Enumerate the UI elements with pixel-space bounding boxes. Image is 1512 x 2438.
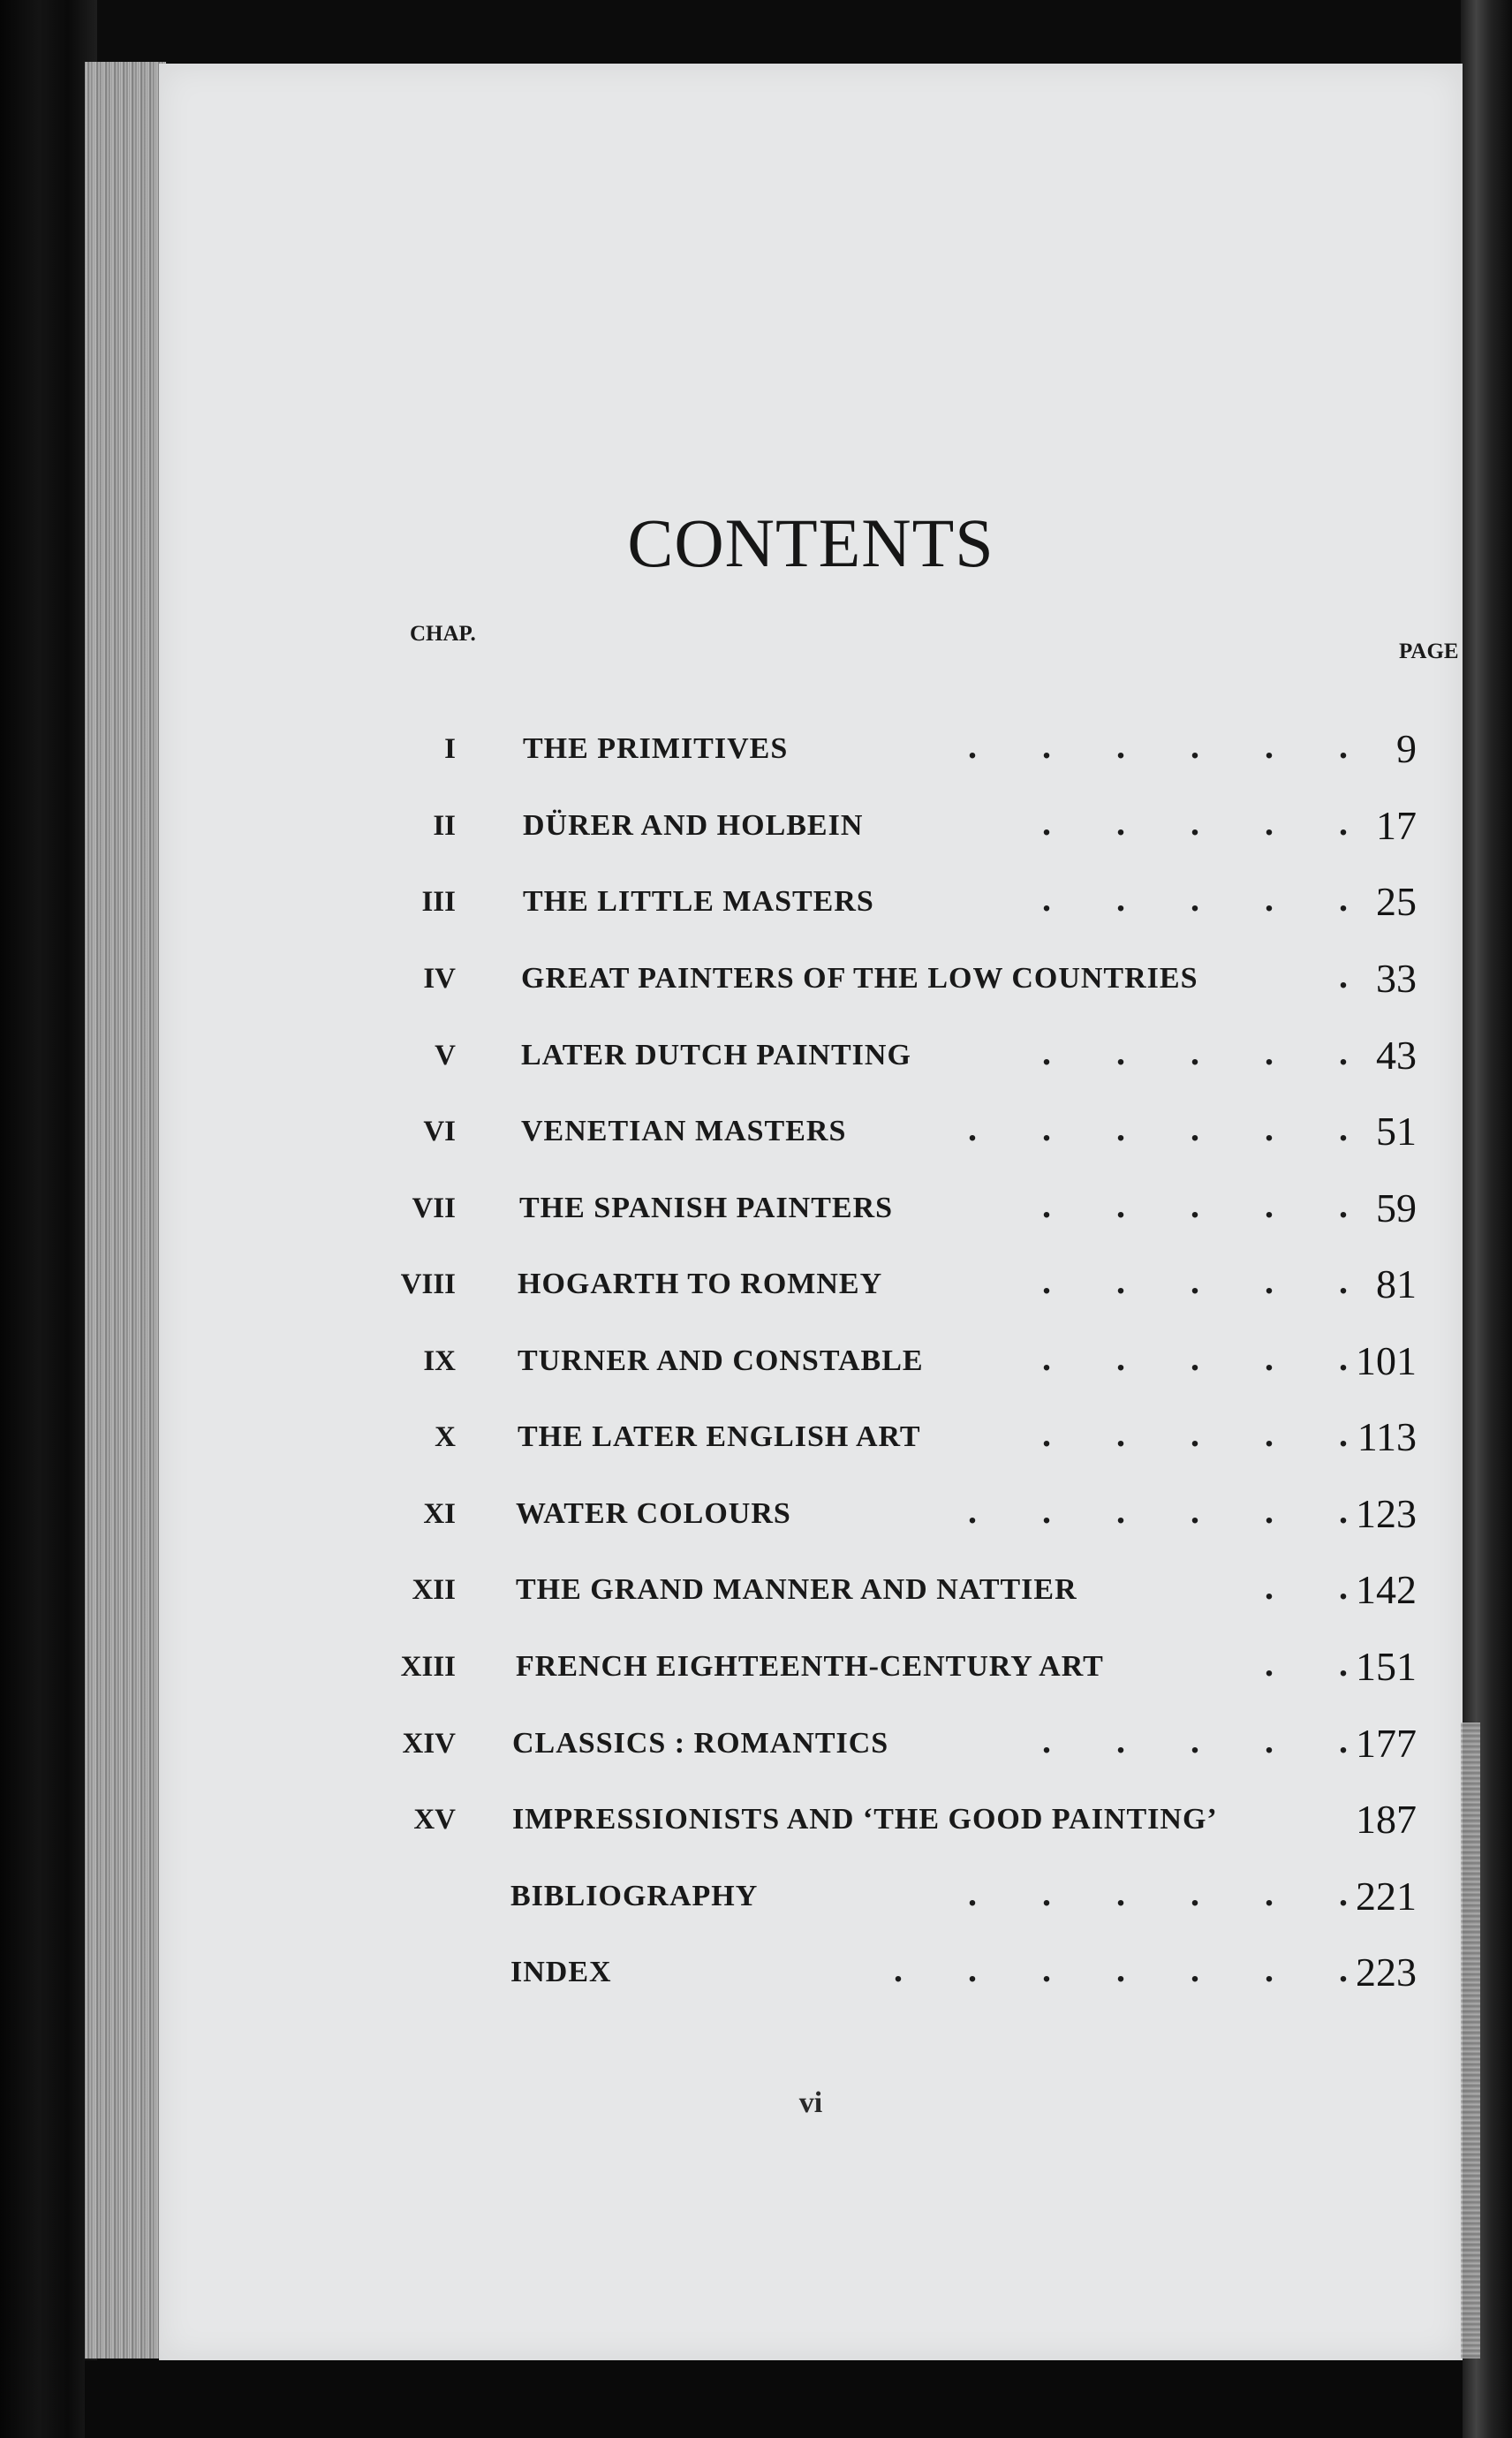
contents-entry — [159, 1865, 1463, 1928]
chapter-title: VENETIAN MASTERS — [521, 1115, 847, 1147]
chapter-number: V — [435, 1040, 456, 1071]
contents-entry — [159, 1024, 1463, 1087]
leader-dots: . . . . . . . — [894, 1950, 1348, 1989]
chapter-number: XIV — [402, 1728, 456, 1760]
chapter-title: THE SPANISH PAINTERS — [519, 1192, 894, 1224]
chapter-number: I — [444, 733, 456, 765]
book-page — [159, 64, 1463, 2360]
page-number: 123 — [1356, 1491, 1417, 1536]
contents-list — [159, 64, 1463, 2360]
contents-entry — [159, 1712, 1463, 1776]
page-number: 25 — [1376, 879, 1417, 924]
chapter-title: FRENCH EIGHTEENTH-CENTURY ART — [516, 1650, 1104, 1683]
page-number: 9 — [1396, 726, 1417, 771]
leader-dots: . . . . . . — [968, 726, 1348, 766]
chapter-number: VIII — [400, 1268, 456, 1300]
chapter-number: VII — [412, 1192, 456, 1224]
chapter-number: III — [421, 886, 456, 918]
page-number: 17 — [1376, 803, 1417, 848]
chapter-number: IX — [423, 1345, 456, 1377]
scan-bottom-margin — [85, 2360, 1463, 2438]
leader-dots: . . . . . — [1042, 1338, 1348, 1378]
page-folio: vi — [798, 2086, 823, 2119]
contents-entry — [159, 1482, 1463, 1546]
leader-dots: . — [1339, 956, 1348, 996]
page-number: 223 — [1356, 1950, 1417, 1995]
page-number: 33 — [1376, 956, 1417, 1001]
chapter-number: XI — [423, 1498, 456, 1530]
contents-entry — [159, 1177, 1463, 1240]
page-number: 177 — [1356, 1721, 1417, 1766]
contents-heading: CONTENTS — [627, 504, 994, 581]
chapter-column-label: CHAP. — [410, 622, 476, 646]
chapter-title: HOGARTH TO ROMNEY — [518, 1268, 883, 1300]
leader-dots: . . . . . — [1042, 803, 1348, 843]
page-number: 59 — [1376, 1185, 1417, 1230]
leader-dots: . . . . . — [1042, 879, 1348, 919]
chapter-number: XV — [413, 1804, 456, 1836]
chapter-title: DÜRER AND HOLBEIN — [523, 809, 864, 842]
contents-entry — [159, 1100, 1463, 1163]
page-number: 43 — [1376, 1033, 1417, 1078]
page-number: 113 — [1357, 1414, 1417, 1459]
leader-dots: . . . . . — [1042, 1721, 1348, 1760]
contents-entry — [159, 1405, 1463, 1469]
contents-entry — [159, 870, 1463, 934]
chapter-title: THE GRAND MANNER AND NATTIER — [516, 1573, 1077, 1606]
contents-entry — [159, 1941, 1463, 2004]
page-number: 81 — [1376, 1261, 1417, 1306]
leader-dots: . . . . . . — [968, 1491, 1348, 1531]
page-number: 151 — [1356, 1644, 1417, 1689]
chapter-number: VI — [423, 1116, 456, 1147]
chapter-title: INDEX — [510, 1956, 612, 1988]
chapter-title: CLASSICS : ROMANTICS — [512, 1727, 889, 1760]
chapter-title: LATER DUTCH PAINTING — [521, 1039, 911, 1071]
leader-dots: . . . . . — [1042, 1261, 1348, 1301]
leader-dots: . . — [1265, 1567, 1348, 1607]
contents-entry — [159, 717, 1463, 781]
chapter-number: II — [433, 810, 456, 842]
page-number: 142 — [1356, 1567, 1417, 1612]
page-number: 51 — [1376, 1109, 1417, 1154]
contents-entry — [159, 1635, 1463, 1699]
page-edge-fore — [1461, 1722, 1480, 2358]
contents-entry — [159, 947, 1463, 1011]
leader-dots: . . . . . — [1042, 1414, 1348, 1454]
chapter-title: WATER COLOURS — [516, 1497, 791, 1530]
leader-dots: . . . . . — [1042, 1185, 1348, 1225]
contents-entry — [159, 1558, 1463, 1622]
chapter-title: BIBLIOGRAPHY — [510, 1880, 759, 1912]
chapter-title: TURNER AND CONSTABLE — [518, 1344, 924, 1377]
leader-dots: . . . . . . — [968, 1109, 1348, 1148]
chapter-title: THE LITTLE MASTERS — [523, 885, 874, 918]
page-column-label: PAGE — [1399, 640, 1459, 663]
chapter-title: IMPRESSIONISTS AND ‘THE GOOD PAINTING’ — [512, 1803, 1218, 1836]
page-number: 221 — [1356, 1874, 1417, 1919]
chapter-title: THE LATER ENGLISH ART — [518, 1420, 921, 1453]
page-number: 187 — [1356, 1797, 1417, 1842]
chapter-number: X — [435, 1421, 456, 1453]
contents-entry — [159, 1329, 1463, 1393]
scan-left-margin — [0, 0, 97, 2438]
book-gutter — [85, 62, 166, 2358]
leader-dots: . . . . . . — [968, 1874, 1348, 1913]
leader-dots: . . — [1265, 1644, 1348, 1684]
leader-dots: . . . . . — [1042, 1033, 1348, 1072]
chapter-number: XII — [412, 1574, 456, 1606]
chapter-title: THE PRIMITIVES — [523, 732, 789, 765]
chapter-number: XIII — [400, 1651, 456, 1683]
contents-entry — [159, 1253, 1463, 1316]
chapter-number: IV — [423, 963, 456, 995]
chapter-title: GREAT PAINTERS OF THE LOW COUNTRIES — [521, 962, 1198, 995]
page-number: 101 — [1356, 1338, 1417, 1383]
contents-entry — [159, 794, 1463, 858]
contents-entry — [159, 1788, 1463, 1851]
